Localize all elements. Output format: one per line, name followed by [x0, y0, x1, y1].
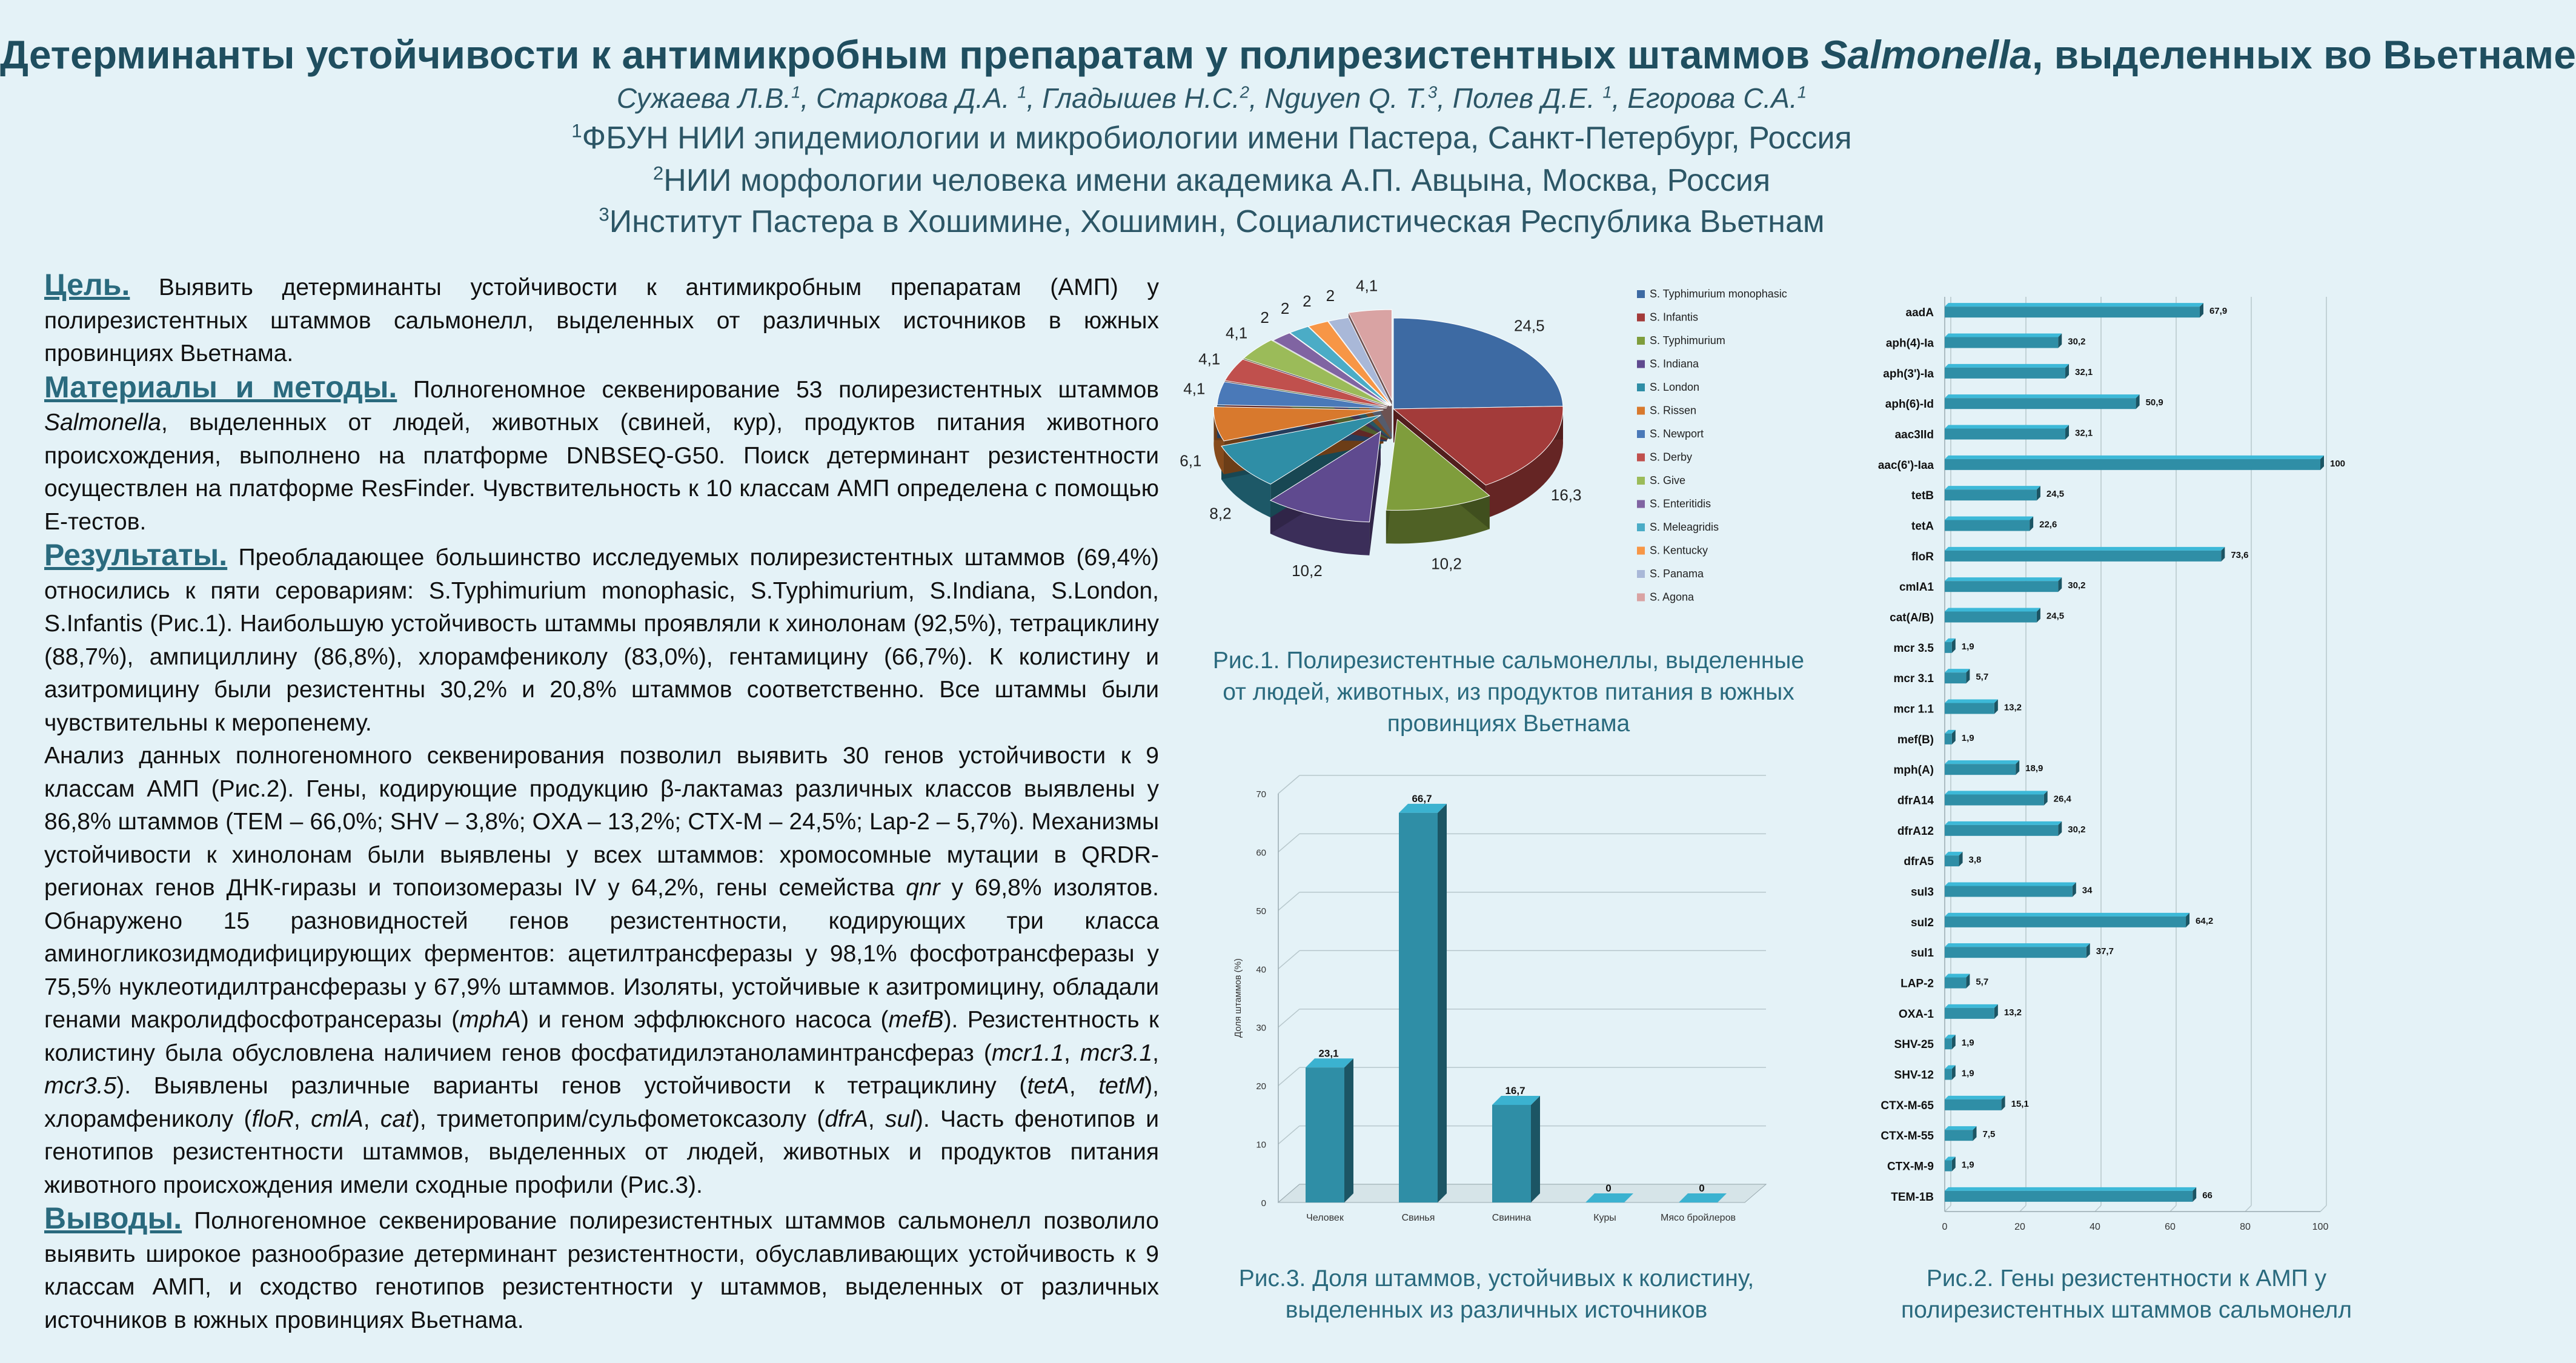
y-tick-label: tetB — [1911, 489, 1934, 503]
colistin-bar-chart — [1224, 769, 1787, 1236]
conclusions-paragraph — [44, 1202, 1159, 1337]
legend-swatch — [1637, 523, 1645, 531]
grid-line-floor — [2095, 1205, 2101, 1212]
bar — [1945, 368, 2065, 379]
goal-paragraph — [44, 268, 1159, 371]
legend-label: S. Kentucky — [1650, 544, 1708, 557]
bar-data-label: 1,9 — [1961, 732, 1974, 743]
bar — [1945, 459, 2320, 470]
pie-data-label: 8,2 — [1209, 504, 1232, 523]
affiliation-text: НИИ морфологии человека имени академика А.П. Авцына, Москва, Россия — [663, 163, 1771, 198]
pie-data-label: 6,1 — [1180, 451, 1202, 470]
title-italic: Salmonella — [1821, 32, 2032, 77]
y-tick-label: 50 — [1256, 906, 1266, 917]
bar-data-label: 0 — [1699, 1182, 1705, 1194]
y-tick-label: OXA-1 — [1898, 1007, 1934, 1021]
bar — [1945, 703, 1994, 714]
title-end: , выделенных во Вьетнаме — [2031, 32, 2576, 77]
author-affiliation-marker: 2 — [1240, 82, 1249, 102]
bar-data-label: 30,2 — [2068, 824, 2086, 835]
x-tick-label: Мясо бройлеров — [1661, 1213, 1736, 1223]
y-tick-label: mph(A) — [1893, 764, 1934, 777]
bar-data-label: 1,9 — [1961, 1068, 1974, 1079]
y-tick-label: 10 — [1256, 1139, 1266, 1150]
analysis-text: у 69,8% изолятов. Обнаружено 15 разновидностей генов резистентности, кодирующих три класса аминогликозидмодифицирующих ферментов: ацетилтрансферазы у 98,1% фосфотрансферазы у 75,5% нуклеотидилтрансферазы у 67,9% штаммов. Изоляты, устойчивые к азитромицину, обладали генами макролидфосфотрансеразы ( — [44, 875, 1159, 1033]
legend-label: S. Typhimurium — [1650, 334, 1725, 347]
pie-data-label: 10,2 — [1431, 554, 1462, 573]
analysis-paragraph — [44, 740, 1159, 1202]
y-tick-label: dfrA14 — [1897, 794, 1934, 808]
bar — [1945, 947, 2086, 958]
bar-top — [1945, 394, 2140, 398]
analysis-text: ), хлорамфениколу ( — [44, 1073, 1160, 1132]
gene-name: sul — [885, 1106, 915, 1132]
legend-label: S. Panama — [1650, 568, 1704, 580]
bar — [1945, 917, 2186, 927]
bar-data-label: 15,1 — [2011, 1098, 2029, 1109]
y-tick-label: 60 — [1256, 847, 1266, 858]
legend-label: S. London — [1650, 381, 1700, 393]
bar-top — [1945, 700, 1998, 703]
title-main: Детерминанты устойчивости к антимикробным препаратам у полирезистентных штаммов — [0, 32, 1821, 77]
legend-label: S. Meleagridis — [1650, 521, 1719, 533]
x-tick-label: Свинина — [1492, 1213, 1532, 1223]
author-affiliation-marker: 3 — [1427, 82, 1438, 102]
bar-data-label: 23,1 — [1318, 1047, 1339, 1060]
analysis-text: ). Выявлены различные варианты генов устойчивости к тетрациклину ( — [116, 1073, 1027, 1099]
poster-title — [0, 32, 2576, 78]
bar-data-label: 0 — [1605, 1182, 1612, 1194]
affiliation-marker: 2 — [652, 162, 664, 184]
pie-data-label: 2 — [1303, 292, 1312, 311]
genes-bar-chart — [1848, 285, 2405, 1236]
legend-swatch — [1637, 547, 1645, 555]
methods-paragraph — [44, 371, 1159, 539]
y-tick-label: 0 — [1261, 1198, 1266, 1209]
bar-top — [1945, 974, 1970, 978]
bar-data-label: 30,2 — [2068, 336, 2086, 347]
bar-data-label: 13,2 — [2003, 702, 2022, 713]
bar-data-label: 13,2 — [2003, 1007, 2022, 1018]
author-name: , Nguyen Q. T. — [1249, 82, 1428, 114]
results-text: Преобладающее большинство исследуемых полирезистентных штаммов (69,4%) относились к пяти серовариям: S.Typhimurium monophasic, S.Typhimurium, S.Indiana, S.London, S.Infantis (Рис.1). Наибольшую устойчивость штаммы проявляли к хинолонам (92,5%), тетрациклину (88,7%), ампициллину (86,8%), хлорамфениколу (83,0%), гентамицину (66,7%). К колистину и азитромицину были резистентны 30,2% и 20,8% штаммов соответственно. Все штаммы были чувствительны к меропенему. — [44, 545, 1159, 736]
bar-data-label: 24,5 — [2046, 489, 2065, 500]
bar-top — [1945, 943, 2090, 947]
bar — [1945, 795, 2044, 806]
affiliation-2 — [0, 162, 2423, 199]
analysis-text: ) и геном эффлюксного насоса ( — [521, 1007, 889, 1033]
bar — [1945, 520, 2030, 531]
methods-text-2: , выделенных от людей, животных (свиней, кур), продуктов питания животного происхождения, выполнено на платформе DNBSEQ-G50. Поиск детерминант резистентности осуществлен на платформе ResFinder. Чувствительность к 10 классам АМП определена с помощью E-тестов. — [44, 410, 1159, 535]
bar — [1945, 581, 2058, 592]
methods-text-1: Полногеномное секвенирование 53 полирезистентных штаммов — [397, 376, 1159, 403]
x-tick-label: 80 — [2240, 1222, 2251, 1232]
analysis-text: ), триметоприм/сульфометоксазолу ( — [411, 1106, 825, 1132]
y-tick-label: 40 — [1256, 964, 1266, 975]
bar-data-label: 24,5 — [2046, 611, 2065, 622]
legend-label: S. Typhimurium monophasic — [1650, 288, 1787, 300]
bar-side — [1531, 1096, 1540, 1202]
y-tick-label: mcr 3.1 — [1893, 672, 1934, 686]
analysis-text: , — [293, 1106, 311, 1132]
legend-swatch — [1637, 360, 1645, 368]
methods-heading: Материалы и методы. — [44, 370, 397, 404]
legend-swatch — [1637, 407, 1645, 415]
bar-data-label: 22,6 — [2039, 519, 2057, 530]
pie-data-label: 24,5 — [1513, 316, 1545, 335]
y-tick-label: dfrA12 — [1897, 824, 1934, 838]
bar — [1945, 1161, 1952, 1172]
bar — [1945, 734, 1952, 745]
y-tick-label: aadA — [1905, 307, 1934, 320]
legend-swatch — [1637, 594, 1645, 602]
bar — [1945, 1099, 2002, 1110]
bar-data-label: 5,7 — [1976, 977, 1989, 987]
pie-chart — [1180, 276, 1817, 618]
bar-data-label: 5,7 — [1976, 672, 1989, 683]
bar — [1945, 551, 2221, 562]
author-affiliation-marker: 1 — [1017, 82, 1027, 102]
legend-swatch — [1637, 500, 1645, 508]
bar-data-label: 18,9 — [2025, 763, 2043, 774]
analysis-text: , — [1152, 1040, 1159, 1066]
bar — [1945, 825, 2058, 836]
pie-data-label: 4,1 — [1198, 350, 1221, 368]
bar-top — [1945, 517, 2033, 520]
y-tick-label: aac3IId — [1894, 428, 1934, 442]
bar-top — [1945, 1187, 2196, 1191]
author-name: , Полев Д.Е. — [1437, 82, 1603, 114]
bar — [1945, 1069, 1952, 1080]
y-tick-label: aph(4)-Ia — [1885, 337, 1934, 350]
legend-swatch — [1637, 477, 1645, 485]
bar-top — [1945, 364, 2069, 368]
y-tick-label: 20 — [1256, 1081, 1266, 1092]
grid-line-side — [1278, 892, 1300, 910]
bar — [1306, 1067, 1344, 1202]
bar-top — [1945, 547, 2225, 551]
legend-swatch — [1637, 570, 1645, 578]
x-tick-label: 100 — [2312, 1222, 2329, 1232]
y-axis-label: Доля штаммов (%) — [1233, 958, 1243, 1038]
gene-name: cmlA — [311, 1106, 363, 1132]
y-tick-label: aph(6)-Id — [1885, 398, 1934, 411]
affiliation-text: Институт Пастера в Хошимине, Хошимин, Социалистическая Республика Вьетнам — [609, 204, 1825, 239]
grid-line-floor — [2020, 1205, 2026, 1212]
y-tick-label: cat(A/B) — [1890, 611, 1934, 625]
analysis-text: , — [363, 1106, 380, 1132]
bar-data-label: 1,9 — [1961, 641, 1974, 652]
conclusions-text: Полногеномное секвенирование полирезистентных штаммов сальмонелл позволило выявить широкое разнообразие детерминант резистентности, обуславливающих устойчивость к 9 классам АМП, и сходство генотипов резистентности у штаммов, выделенных от различных источников в южных провинциях Вьетнама. — [44, 1208, 1159, 1333]
bar — [1945, 855, 1959, 866]
x-tick-label: Свинья — [1401, 1213, 1435, 1223]
y-tick-label: sul3 — [1910, 886, 1934, 899]
y-tick-label: LAP-2 — [1900, 977, 1934, 990]
bar — [1945, 398, 2136, 409]
legend-swatch — [1637, 383, 1645, 391]
y-tick-label: cmlA1 — [1899, 581, 1934, 594]
legend-swatch — [1637, 314, 1645, 322]
analysis-text: Анализ данных полногеномного секвенирования позволил выявить 30 генов устойчивости к 9 классам АМП (Рис.2). Гены, кодирующие продукцию β-лактамаз различных классов выявлены у 86,8% штаммов (TEM – 66,0%; SHV – 3,8%; OXA – 13,2%; CTX-M – 24,5%; Lap-2 – 5,7%). Механизмы устойчивости к хинолонам были выявлены у всех штаммов: хромосомные мутации в QRDR-регионах генов ДНК-гиразы и топоизомеразы IV у 64,2%, гены семейства — [44, 743, 1159, 901]
x-tick-label: Куры — [1593, 1213, 1616, 1223]
goal-heading: Цель. — [44, 268, 130, 302]
y-tick-label: mcr 1.1 — [1893, 703, 1934, 716]
gene-name: mcr3.5 — [44, 1073, 117, 1099]
bar-top — [1945, 577, 2062, 581]
bar-data-label: 7,5 — [1982, 1129, 1996, 1140]
results-paragraph — [44, 539, 1159, 740]
bar-data-label: 67,9 — [2209, 306, 2228, 317]
bar-top — [1945, 608, 2040, 612]
grid-line-floor — [1945, 1205, 1951, 1212]
y-tick-label: 30 — [1256, 1023, 1266, 1033]
bar-top — [1945, 669, 1970, 672]
pie-data-label: 10,2 — [1292, 562, 1323, 580]
grid-line-side — [1278, 1126, 1300, 1144]
bar — [1945, 307, 2200, 317]
bar — [1945, 1130, 1973, 1141]
gene-name: tetM — [1098, 1073, 1145, 1099]
y-tick-label: sul2 — [1910, 916, 1934, 929]
analysis-text: ). Резистентность к колистину была обусловлена наличием генов фосфатидилэтаноламинтрансфераз ( — [44, 1007, 1160, 1066]
author-name: , Гладышев Н.С. — [1026, 82, 1240, 114]
authors-line — [0, 82, 2423, 114]
x-tick-label: Человек — [1306, 1213, 1344, 1223]
legend-swatch — [1637, 290, 1645, 298]
bar-top — [1945, 486, 2040, 489]
bar-data-label: 1,9 — [1961, 1159, 1974, 1170]
fig1-caption: Рис.1. Полирезистентные сальмонеллы, выделенные от людей, животных, из продуктов питания в южных провинциях Вьетнама — [1212, 648, 1805, 737]
bar — [1945, 1038, 1952, 1049]
gene-name: dfrA — [825, 1106, 868, 1132]
author-name: , Старкова Д.А. — [800, 82, 1018, 114]
body-text — [44, 268, 1159, 1337]
affiliation-marker: 1 — [571, 120, 582, 142]
affiliation-marker: 3 — [599, 204, 609, 225]
grid-line-side — [1278, 834, 1300, 852]
bar-data-label: 100 — [2330, 458, 2346, 469]
grid-line-floor — [2245, 1205, 2251, 1212]
bar-top — [1945, 1004, 1998, 1008]
bar — [1399, 813, 1438, 1202]
legend-swatch — [1637, 337, 1645, 345]
bar-data-label: 66,7 — [1412, 792, 1432, 804]
y-tick-label: sul1 — [1910, 947, 1934, 960]
author-name: , Егорова С.А. — [1612, 82, 1798, 114]
legend-label: S. Enteritidis — [1650, 497, 1711, 510]
bar-data-label: 34 — [2082, 885, 2093, 896]
y-tick-label: CTX-M-55 — [1881, 1130, 1934, 1143]
pie-data-label: 4,1 — [1183, 379, 1206, 398]
grid-line-side — [1278, 950, 1300, 969]
bar — [1945, 978, 1966, 989]
bar — [1945, 764, 2016, 775]
author-affiliation-marker: 1 — [1602, 82, 1612, 102]
bar — [1945, 1008, 1994, 1019]
y-tick-label: CTX-M-9 — [1887, 1160, 1934, 1173]
y-tick-label: mef(B) — [1897, 733, 1934, 746]
bar-data-label: 30,2 — [2068, 580, 2086, 591]
affiliation-1 — [0, 120, 2423, 156]
bar-data-label: 32,1 — [2075, 366, 2093, 377]
affiliation-3 — [0, 204, 2423, 240]
bar — [1492, 1105, 1531, 1202]
bar-top — [1945, 791, 2048, 795]
results-heading: Результаты. — [44, 538, 228, 572]
bar-top — [1945, 1126, 1977, 1130]
y-tick-label: floR — [1911, 550, 1934, 563]
bar-top — [1945, 303, 2203, 307]
legend-label: S. Agona — [1650, 591, 1695, 603]
bar-data-label: 50,9 — [2145, 397, 2163, 408]
y-tick-label: SHV-25 — [1894, 1038, 1934, 1052]
gene-name: floR — [251, 1106, 294, 1132]
pie-data-label: 4,1 — [1356, 276, 1378, 295]
bar-data-label: 26,4 — [2053, 794, 2071, 804]
gene-name: tetA — [1027, 1073, 1069, 1099]
pie-data-label: 2 — [1260, 308, 1269, 327]
fig2-caption: Рис.2. Гены резистентности к АМП у полирезистентных штаммов сальмонелл — [1900, 1265, 2352, 1323]
bar — [1945, 489, 2037, 500]
conclusions-heading: Выводы. — [44, 1201, 182, 1235]
grid-line-side — [1278, 1067, 1300, 1086]
bar-data-label: 16,7 — [1505, 1084, 1525, 1096]
legend-label: S. Infantis — [1650, 311, 1699, 323]
x-tick-label: 0 — [1942, 1222, 1948, 1232]
goal-text: Выявить детерминанты устойчивости к антимикробным препаратам (АМП) у полирезистентных штаммов сальмонелл, выделенных от различных источников в южных провинциях Вьетнама. — [44, 274, 1159, 366]
bar-data-label: 64,2 — [2196, 915, 2214, 926]
grid-line-side — [1278, 1009, 1300, 1027]
analysis-text: , — [1064, 1040, 1080, 1066]
bar-top — [1945, 883, 2076, 886]
legend-label: S. Newport — [1650, 428, 1704, 440]
legend-label: S. Derby — [1650, 451, 1693, 463]
x-tick-label: 60 — [2165, 1222, 2176, 1232]
pie-data-label: 16,3 — [1550, 486, 1582, 505]
analysis-text: , — [1069, 1073, 1099, 1099]
bar — [1945, 337, 2058, 348]
bar — [1945, 1191, 2193, 1202]
grid-line-floor — [2170, 1205, 2176, 1212]
bar — [1945, 672, 1966, 683]
gene-name: qnr — [906, 875, 940, 901]
methods-italic: Salmonella — [44, 410, 161, 436]
bar-top — [1945, 334, 2062, 337]
bar-side — [1438, 804, 1447, 1202]
grid-line-side — [1278, 775, 1300, 794]
legend-label: S. Indiana — [1650, 357, 1699, 370]
x-tick-label: 20 — [2014, 1222, 2025, 1232]
y-tick-label: CTX-M-65 — [1881, 1099, 1934, 1112]
fig3-caption: Рис.3. Доля штаммов, устойчивых к колистину, выделенных из различных источников — [1238, 1265, 1754, 1323]
gene-name: mcr1.1 — [991, 1040, 1064, 1066]
bar-data-label: 66 — [2202, 1190, 2213, 1201]
bar-top — [1945, 456, 2324, 459]
bar-top — [1945, 425, 2069, 429]
bar — [1945, 642, 1952, 653]
affiliation-text: ФБУН НИИ эпидемиологии и микробиологии имени Пастера, Санкт-Петербург, Россия — [582, 121, 1852, 156]
y-tick-label: SHV-12 — [1894, 1069, 1934, 1082]
gene-name: cat — [380, 1106, 412, 1132]
pie-data-label: 4,1 — [1226, 323, 1248, 342]
legend-label: S. Rissen — [1650, 404, 1697, 417]
legend-swatch — [1637, 454, 1645, 462]
x-tick-label: 40 — [2090, 1222, 2100, 1232]
bar-data-label: 3,8 — [1968, 855, 1982, 866]
bar — [1945, 886, 2073, 897]
y-tick-label: dfrA5 — [1904, 855, 1934, 869]
pie-data-label: 2 — [1280, 299, 1290, 318]
bar — [1945, 612, 2037, 623]
y-tick-label: aac(6')-Iaa — [1877, 459, 1934, 472]
pie-data-label: 2 — [1326, 287, 1335, 305]
bar-top — [1945, 760, 2019, 764]
author-affiliation-marker: 1 — [791, 82, 801, 102]
author-affiliation-marker: 1 — [1797, 82, 1807, 102]
y-tick-label: TEM-1B — [1891, 1190, 1934, 1204]
bar-top — [1945, 1096, 2005, 1099]
y-tick-label: aph(3')-Ia — [1883, 367, 1934, 380]
legend-label: S. Give — [1650, 474, 1686, 486]
grid-line-floor — [2320, 1205, 2326, 1212]
bar-top — [1945, 821, 2062, 825]
author-name: Сужаева Л.В. — [616, 82, 792, 114]
analysis-text: , — [868, 1106, 885, 1132]
bar-data-label: 73,6 — [2231, 549, 2249, 560]
bar-data-label: 1,9 — [1961, 1038, 1974, 1049]
gene-name: mphA — [459, 1007, 522, 1033]
legend-swatch — [1637, 430, 1645, 438]
bar-side — [1344, 1058, 1353, 1202]
bar-data-label: 32,1 — [2075, 428, 2093, 439]
bar-top — [1945, 913, 2189, 917]
y-tick-label: mcr 3.5 — [1893, 642, 1934, 655]
analysis-text: ). Часть фенотипов и генотипов резистентности штаммов, выделенных от людей, животных и продуктов питания животного происхождения имели сходные профили (Рис.3). — [44, 1106, 1160, 1198]
gene-name: mcr3.1 — [1080, 1040, 1153, 1066]
y-tick-label: 70 — [1256, 789, 1266, 800]
gene-name: mefB — [888, 1007, 944, 1033]
bar — [1945, 429, 2065, 440]
y-tick-label: tetA — [1911, 520, 1934, 533]
bar-data-label: 37,7 — [2096, 946, 2114, 957]
